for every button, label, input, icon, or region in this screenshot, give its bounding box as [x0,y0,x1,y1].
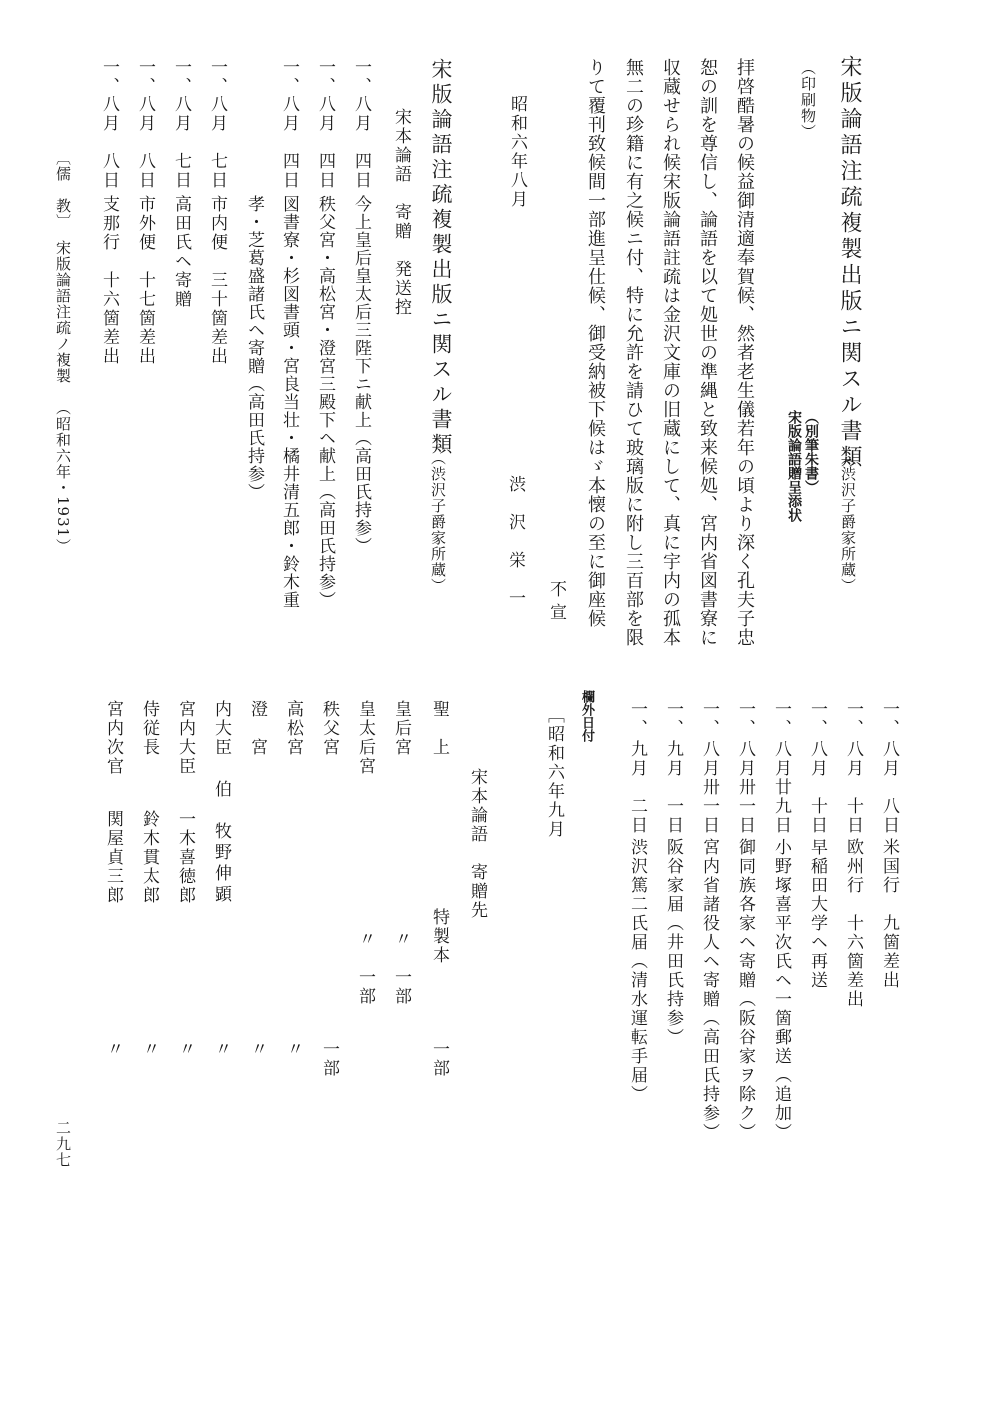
recipient-qty: 〃 [247,1040,267,1059]
recipient-title: 皇太后宮 [355,700,375,776]
entry-text: 米国行 九箇差出 [879,838,899,990]
entry-text: 阪谷家届（井田氏持参） [663,838,683,1047]
entry-date: 八月廿九日 [771,740,791,835]
footer-era: （昭和六年・1931） [54,400,72,555]
entry-text: 孝・芝葛盛諸氏ヘ寄贈（高田氏持参） [244,195,264,501]
letter-date: 昭和六年八月 [507,95,527,209]
recipient-title: 聖 上 [429,700,449,757]
entry-mark: 一、 [879,700,899,738]
entry-text: 渋沢篤二氏届（清水運転手届） [627,838,647,1104]
recipient-qty: 〃 [139,1040,159,1059]
letter-line-2: 恕の訓を尊信し、論語を以て処世の準縄と致来候処、宮内省図書寮に [697,58,718,647]
letter-line-4: 無二の珍籍に有之候ニ付、特に允許を請ひて玻璃版に附し三百部を限 [623,58,644,647]
entry-date: 八月 十日 [843,740,863,835]
recipient-title: 侍従長 [139,700,159,757]
entry-mark: 一、 [99,58,119,96]
entry-text: 御同族各家ヘ寄贈（阪谷家ヲ除ク） [735,838,755,1142]
entry-mark: 一、 [771,700,791,738]
entry-mark: 一、 [699,700,719,738]
entry-mark: 一、 [171,58,191,96]
entry-date: 八月 四日 [279,95,299,190]
entry-date: 九月 二日 [627,740,647,835]
recipient-title: 高松宮 [283,700,303,757]
entry-date: 八月卅一日 [735,740,755,835]
entry-mark: 一、 [843,700,863,738]
entry-text: 小野塚喜平次氏ヘ一箇郵送（追加） [771,838,791,1142]
recipients-type-label: 特製本 [429,908,449,965]
entry-date: 八月 七日 [171,95,191,190]
page-number: 二九七 [54,1120,72,1168]
entry-text: 秩父宮・高松宮・澄宮三殿下ヘ献上（高田氏持参） [315,195,335,609]
entry-mark: 一、 [807,700,827,738]
entry-date: 八月 四日 [351,95,371,190]
entry-date: 八月 八日 [135,95,155,190]
entry-text: 早稲田大学ヘ再送 [807,838,827,990]
recipient-name: 鈴木貫太郎 [139,810,159,905]
footer-category: 〔儒 教〕 [54,150,72,230]
recipient-qty: 〃 [283,1040,303,1059]
recipients-heading: 宋本論語 寄贈先 [467,768,487,920]
side-note-1: （別筆朱書） [803,410,819,494]
section2-heading: 宋本論語 寄贈 発送控 [391,108,411,317]
printed-mark: （印刷物） [799,60,817,140]
entry-mark: 一、 [135,58,155,96]
margin-note: 欄外日付 [579,690,594,742]
section2-source: （渋沢子爵家所蔵） [429,450,447,594]
entry-mark: 一、 [279,58,299,96]
recipient-name: 関屋貞三郎 [103,810,123,905]
letter-line-3: 収蔵せられ候宋版論語註疏は金沢文庫の旧蔵にして、真に宇内の孤本 [660,58,681,647]
entry-date: 八月 十日 [807,740,827,835]
recipient-name: 伯 牧野伸顕 [211,780,231,906]
recipient-qty: 一部 [319,1040,339,1078]
entry-date: 八月 七日 [207,95,227,190]
recipient-title: 宮内次官 [103,700,123,776]
document-title-source: （渋沢子爵家所蔵） [839,450,857,594]
section2-title: 宋版論語注疏複製出版ニ関スル書類 [429,58,453,458]
side-note-red [785,410,819,610]
entry-date: 八月 四日 [315,95,335,190]
recipient-title: 皇后宮 [391,700,411,757]
document-title: 宋版論語注疏複製出版ニ関スル書類 [837,55,862,471]
recipient-title: 内大臣 [211,700,231,757]
footer-subject: 宋版論語注疏ノ複製 [54,240,72,384]
entry-date: 八月 八日 [879,740,899,835]
recipient-title: 澄 宮 [247,700,267,757]
recipient-qty: 〃 [175,1040,195,1059]
entry-mark: 一、 [315,58,335,96]
entry-mark: 一、 [351,58,371,96]
entry-date: 八月 八日 [99,95,119,190]
entry-text: 今上皇后皇太后三陛下ニ献上（高田氏持参） [351,195,371,555]
entry-mark: 一、 [207,58,227,96]
recipient-title: 宮内大臣 [175,700,195,776]
entry-text: 図書寮・杉図書頭・宮良当壮・橘井清五郎・鈴木重 [279,195,299,609]
entry-text: 支那行 十六箇差出 [99,195,119,366]
recipient-qty: 一部 [429,1040,449,1078]
recipient-title: 秩父宮 [319,700,339,757]
entry-text: 市内便 三十箇差出 [207,195,227,366]
margin-date: ［昭和六年九月 [544,706,564,839]
letter-line-1: 拝啓酷暑の候益御清適奉賀候、然者老生儀若年の頃より深く孔夫子忠 [734,58,755,647]
letter-closing: 不宣 [546,580,566,626]
entry-text: 欧州行 十六箇差出 [843,838,863,1009]
recipient-qty: 〃 一部 [391,930,411,1006]
entry-text: 高田氏ヘ寄贈 [171,195,191,309]
recipient-qty: 〃 [103,1040,123,1059]
entry-mark: 一、 [735,700,755,738]
entry-date: 八月卅一日 [699,740,719,835]
recipient-qty: 〃 [211,1040,231,1059]
entry-date: 九月 一日 [663,740,683,835]
recipient-qty: 〃 一部 [355,930,375,1006]
recipient-name: 一木喜徳郎 [175,810,195,905]
letter-line-5: りて覆刊致候間一部進呈仕候、御受納被下候はゞ本懐の至に御座候 [585,58,606,628]
entry-mark: 一、 [663,700,683,738]
entry-text: 宮内省諸役人ヘ寄贈（高田氏持参） [699,838,719,1142]
entry-text: 市外便 十七箇差出 [135,195,155,366]
side-note-2: 宋版論語贈呈添状 [786,410,802,522]
letter-signature: 渋 沢 栄 一 [505,475,525,608]
entry-mark: 一、 [627,700,647,738]
